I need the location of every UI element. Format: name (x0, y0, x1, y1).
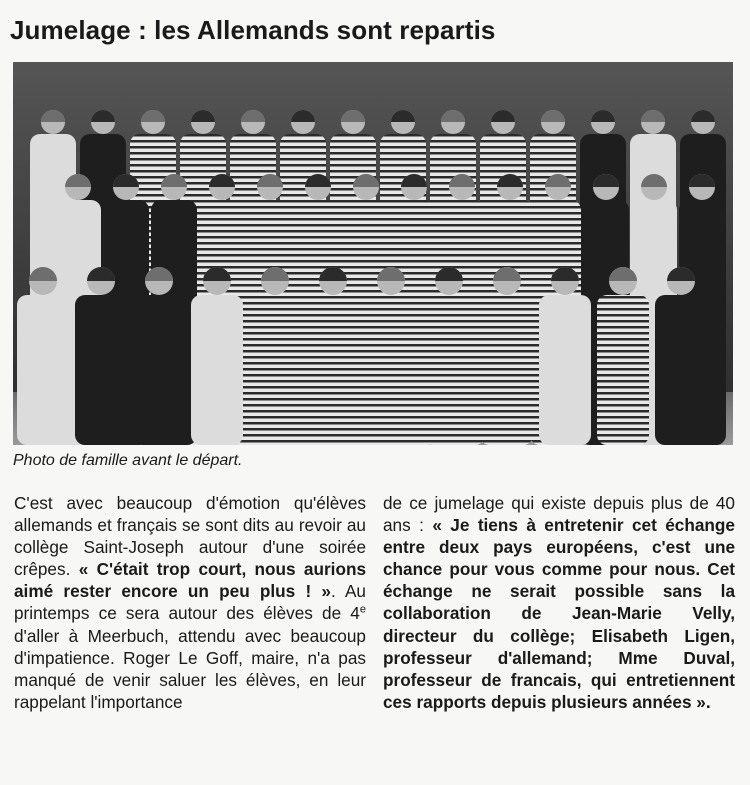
person-body (655, 295, 707, 445)
photo-caption: Photo de famille avant le départ. (13, 452, 243, 469)
person-body (75, 295, 127, 445)
group-photo-illustration (13, 62, 733, 445)
column-1-superscript: e (359, 603, 366, 616)
person-body (597, 295, 649, 445)
person-body (365, 295, 417, 445)
people-group (17, 110, 726, 445)
person-body (539, 295, 591, 445)
person-body (191, 295, 243, 445)
person-body (307, 295, 359, 445)
person-body (423, 295, 475, 445)
column-2-quote: « Je tiens à entretenir cet échange entre deux pays européens, c'est une chance pour vous comme pour nous. Cet échange ne serait possible sans la collaboration de Jean-Marie Velly, directeur du collège; Elisabeth Ligen, professeur d'allemand; Mme Duval, professeur de francais, qui entretiennent ces rapports depuis plusieurs années ». (383, 515, 735, 712)
column-2-text: de ce jumelage qui existe depuis plus de 40 ans : (383, 493, 735, 536)
column-1-text-2b: d'aller à Meerbuch, attendu avec beaucoup d'impatience. Roger Le Goff, maire, n'a pas manqué de venir saluer les élèves, en leur rappelant l'importance (14, 625, 366, 712)
person-body (133, 295, 185, 445)
article-column-1 (14, 492, 366, 713)
person-body (17, 295, 69, 445)
column-1-text-2a: . Au printemps ce sera autour des élèves de 4 (14, 581, 366, 624)
person-body (481, 295, 533, 445)
person-body (249, 295, 301, 445)
headline: Jumelage : les Allemands sont repartis (10, 15, 496, 45)
column-1-text: C'est avec beaucoup d'émotion qu'élèves allemands et français se sont dits au revoir au collège Saint-Joseph autour d'une soirée crêpes. (14, 493, 366, 580)
column-1-quote: « C'était trop court, nous aurions aimé rester encore un peu plus ! » (14, 559, 367, 602)
group-photo (13, 62, 733, 445)
article-column-2 (383, 492, 735, 713)
